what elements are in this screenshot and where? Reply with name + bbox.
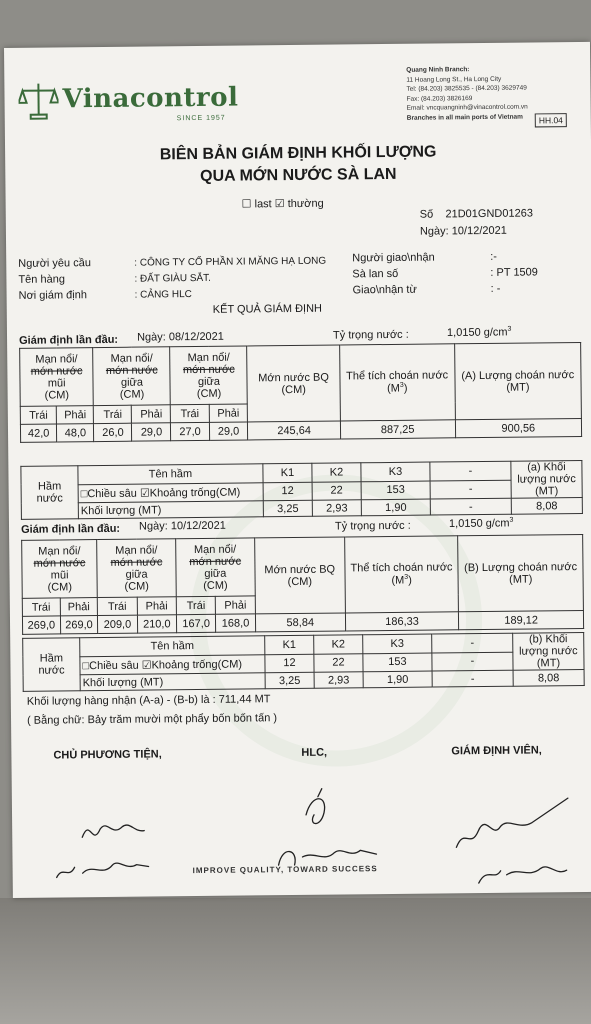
col-phai: Phải bbox=[209, 404, 248, 422]
cell-value: 8,08 bbox=[511, 497, 582, 514]
k1-header: K1 bbox=[265, 635, 314, 654]
branch-line: Tel: (84.203) 3825535 - (84.203) 3629749 bbox=[406, 84, 527, 93]
cell-value: 12 bbox=[265, 654, 314, 673]
cell-value: 269,0 bbox=[22, 616, 60, 634]
sign-hlc: HLC, bbox=[301, 746, 328, 759]
scales-icon bbox=[18, 80, 58, 120]
header-mui: Mạn nổi/ mớn nước mũi (CM) bbox=[22, 540, 98, 599]
branch-line: Quang Ninh Branch: bbox=[406, 66, 470, 74]
sign-giam-dinh-vien: GIÁM ĐỊNH VIÊN, bbox=[451, 744, 542, 758]
thuong-label: thường bbox=[287, 197, 324, 211]
cell-value: 8,08 bbox=[513, 669, 584, 686]
draft-table-1 bbox=[19, 342, 582, 443]
col-trai: Trái bbox=[171, 404, 209, 422]
dash-header: - bbox=[432, 633, 513, 652]
party-labels-right bbox=[352, 250, 435, 299]
branch-address bbox=[406, 65, 528, 124]
summary-words: ( Bằng chữ: Bảy trăm mười một phẩy bốn bốn tấn ) bbox=[26, 712, 278, 727]
cell-value: 42,0 bbox=[20, 424, 56, 442]
cell-value: 29,0 bbox=[209, 422, 248, 440]
cell-value: 900,56 bbox=[455, 418, 582, 437]
ballast-table-2 bbox=[22, 632, 585, 692]
document-page bbox=[4, 42, 591, 898]
cell-value: - bbox=[432, 670, 513, 687]
cell-value: 2,93 bbox=[312, 500, 361, 517]
giao-nhan-tu-label: Giao\nhận từ bbox=[352, 283, 417, 297]
khoi-luong-nuoc-a: (a) Khối lượng nước (MT) bbox=[511, 460, 582, 498]
cell-value: 186,33 bbox=[345, 612, 459, 631]
cell-value: 22 bbox=[314, 653, 363, 672]
ham-nuoc-label: Hầm nước bbox=[23, 638, 81, 692]
khoi-luong-label: Khối lượng (MT) bbox=[78, 501, 263, 519]
logo-since: SINCE 1957 bbox=[176, 114, 226, 123]
background-surface bbox=[0, 898, 591, 1024]
draft-table-2 bbox=[21, 534, 584, 635]
lan-hai-label: Giám định lần đầu: bbox=[20, 522, 121, 536]
k3-header: K3 bbox=[361, 462, 430, 481]
sa-lan-value: : PT 1509 bbox=[490, 266, 538, 279]
col-trai: Trái bbox=[176, 596, 216, 614]
k2-header: K2 bbox=[314, 635, 363, 654]
cell-value: 3,25 bbox=[265, 672, 314, 689]
k3-header: K3 bbox=[363, 634, 432, 653]
cell-value: 12 bbox=[263, 482, 312, 501]
thuong-checkbox[interactable]: ☑ bbox=[274, 198, 285, 211]
cell-value: 887,25 bbox=[340, 420, 455, 439]
cell-value: 26,0 bbox=[94, 423, 132, 441]
cell-value: 245,64 bbox=[248, 421, 340, 440]
header-giua-1: Mạn nổi/ mớn nước giữa (CM) bbox=[97, 539, 176, 598]
khoi-luong-label: Khối lượng (MT) bbox=[80, 673, 265, 691]
party-values bbox=[134, 254, 326, 304]
cell-value: 168,0 bbox=[216, 614, 256, 632]
giao-nhan-label: Người giao\nhận bbox=[352, 251, 435, 265]
header-giua-1: Mạn nổi/ mớn nước giữa (CM) bbox=[93, 347, 171, 406]
ngay-value: 10/12/2021 bbox=[451, 224, 507, 238]
ten-hang-value: : ĐẤT GIÀU SẮT. bbox=[134, 272, 211, 285]
cell-value: - bbox=[432, 652, 513, 671]
cell-value: 189,12 bbox=[459, 610, 584, 629]
cell-value: - bbox=[430, 498, 511, 515]
lan-dau-date: Ngày: 08/12/2021 bbox=[136, 330, 224, 344]
branch-line: Fax: (84.203) 3826169 bbox=[406, 94, 473, 103]
ten-ham-header: Tên hầm bbox=[80, 636, 265, 656]
cell-value: 3,25 bbox=[263, 500, 312, 517]
vinacontrol-logo bbox=[18, 80, 239, 125]
cell-value: 209,0 bbox=[98, 615, 138, 633]
header-a-luong: (A) Lượng choán nước (MT) bbox=[454, 342, 581, 419]
ty-trong-value-2: 1,0150 $g/cm^3$ bbox=[448, 516, 514, 531]
header-the-tich: Thể tích choán nước $(M^3)$ bbox=[344, 536, 458, 613]
last-label: last bbox=[254, 198, 272, 211]
chieu-sau-label: □Chiều sâu ☑Khoảng trống(CM) bbox=[78, 482, 263, 502]
header-the-tich: Thể tích choán nước $(M^3)$ bbox=[339, 344, 455, 421]
cell-value: - bbox=[430, 480, 511, 499]
ten-ham-header: Tên hầm bbox=[78, 464, 263, 484]
header-mui: Mạn nổi/ mớn nước mũi (CM) bbox=[20, 348, 94, 407]
col-phai: Phải bbox=[216, 596, 256, 614]
type-options bbox=[242, 197, 324, 211]
ty-trong-value: 1,0150 $g/cm^3$ bbox=[446, 325, 512, 340]
k2-header: K2 bbox=[312, 463, 361, 482]
noi-giam-dinh-value: : CẢNG HLC bbox=[134, 289, 192, 301]
col-phai: Phải bbox=[132, 405, 171, 423]
party-labels bbox=[18, 255, 91, 304]
col-trai: Trái bbox=[20, 406, 56, 424]
nguoi-yeu-cau-label: Người yêu cầu bbox=[18, 257, 91, 270]
col-phai: Phải bbox=[60, 598, 98, 616]
col-trai: Trái bbox=[94, 405, 132, 423]
so-value: 21D01GND01263 bbox=[445, 207, 533, 221]
cell-value: 29,0 bbox=[132, 423, 171, 441]
ty-trong-label-2: Tỷ trọng nước : bbox=[334, 519, 411, 533]
sa-lan-label: Sà lan số bbox=[352, 267, 399, 281]
cell-value: 210,0 bbox=[137, 615, 177, 633]
ngay-label: Ngày: bbox=[419, 225, 449, 238]
branch-line: Branches in all main ports of Vietnam bbox=[406, 113, 523, 122]
branch-line: 11 Hoang Long St., Ha Long City bbox=[406, 75, 502, 84]
giao-nhan-value: :- bbox=[490, 250, 498, 263]
header-giua-2: Mạn nổi/ mớn nước giữa (CM) bbox=[170, 346, 248, 405]
chieu-sau-label: □Chiều sâu ☑Khoảng trống(CM) bbox=[80, 654, 265, 674]
khoi-luong-nuoc-b: (b) Khối lượng nước (MT) bbox=[513, 632, 584, 670]
cell-value: 1,90 bbox=[363, 671, 432, 688]
ham-nuoc-label: Hầm nước bbox=[21, 466, 79, 520]
header-bq: Mớn nước BQ (CM) bbox=[247, 345, 340, 422]
cell-value: 27,0 bbox=[171, 422, 209, 440]
cell-value: 1,90 bbox=[361, 499, 430, 516]
signature-hlc bbox=[268, 784, 389, 875]
signature-inspector bbox=[448, 790, 579, 891]
col-phai: Phải bbox=[137, 597, 177, 615]
cell-value: 269,0 bbox=[60, 616, 98, 634]
noi-giam-dinh-label: Nơi giám định bbox=[18, 289, 88, 302]
col-trai: Trái bbox=[97, 597, 137, 615]
col-trai: Trái bbox=[22, 598, 60, 616]
logo-wordmark: Vinacontrol bbox=[62, 82, 239, 115]
party-values-right bbox=[490, 248, 538, 296]
result-title: KẾT QUẢ GIÁM ĐỊNH bbox=[212, 302, 323, 316]
ballast-table-1 bbox=[20, 460, 583, 520]
giao-nhan-tu-value: : - bbox=[490, 282, 501, 295]
nguoi-yeu-cau-value: : CÔNG TY CỔ PHẦN XI MĂNG HẠ LONG bbox=[134, 255, 327, 269]
ty-trong-label: Tỷ trọng nước : bbox=[332, 328, 409, 342]
doc-title-line1: BIÊN BẢN GIÁM ĐỊNH KHỐI LƯỢNG bbox=[159, 143, 437, 164]
form-code: HH.04 bbox=[535, 113, 567, 127]
doc-title-line2: QUA MỚN NƯỚC SÀ LAN bbox=[200, 165, 397, 185]
cell-value: 153 bbox=[363, 653, 432, 672]
header-bq: Mớn nước BQ (CM) bbox=[254, 537, 345, 614]
k1-header: K1 bbox=[263, 463, 312, 482]
cell-value: 58,84 bbox=[255, 613, 345, 632]
cell-value: 167,0 bbox=[176, 614, 216, 632]
cell-value: 22 bbox=[312, 481, 361, 500]
summary-line: Khối lượng hàng nhận (A-a) - (B-b) là : 711,44 MT bbox=[26, 693, 271, 708]
header-giua-2: Mạn nổi/ mớn nước giữa (CM) bbox=[176, 538, 255, 597]
col-phai: Phải bbox=[57, 406, 94, 424]
last-checkbox[interactable]: ☐ bbox=[241, 198, 252, 211]
slogan: IMPROVE QUALITY, TOWARD SUCCESS bbox=[192, 864, 378, 876]
doc-date bbox=[420, 225, 507, 238]
dash-header: - bbox=[430, 461, 511, 480]
so-label: Số bbox=[419, 208, 434, 221]
cell-value: 2,93 bbox=[314, 672, 363, 689]
sign-chu-phuong-tien: CHỦ PHƯƠNG TIỆN, bbox=[53, 748, 162, 762]
signature-owner bbox=[52, 806, 183, 887]
lan-dau-label: Giám định lần đầu: bbox=[19, 333, 119, 347]
cell-value: 48,0 bbox=[57, 424, 94, 442]
branch-line: Email: vncquangninh@vinacontrol.com.vn bbox=[406, 103, 528, 113]
lan-hai-date: Ngày: 10/12/2021 bbox=[138, 519, 226, 533]
cell-value: 153 bbox=[361, 481, 430, 500]
header-b-luong: (B) Lượng choán nước (MT) bbox=[458, 534, 584, 611]
doc-number bbox=[420, 207, 533, 220]
ten-hang-label: Tên hàng bbox=[18, 273, 65, 286]
